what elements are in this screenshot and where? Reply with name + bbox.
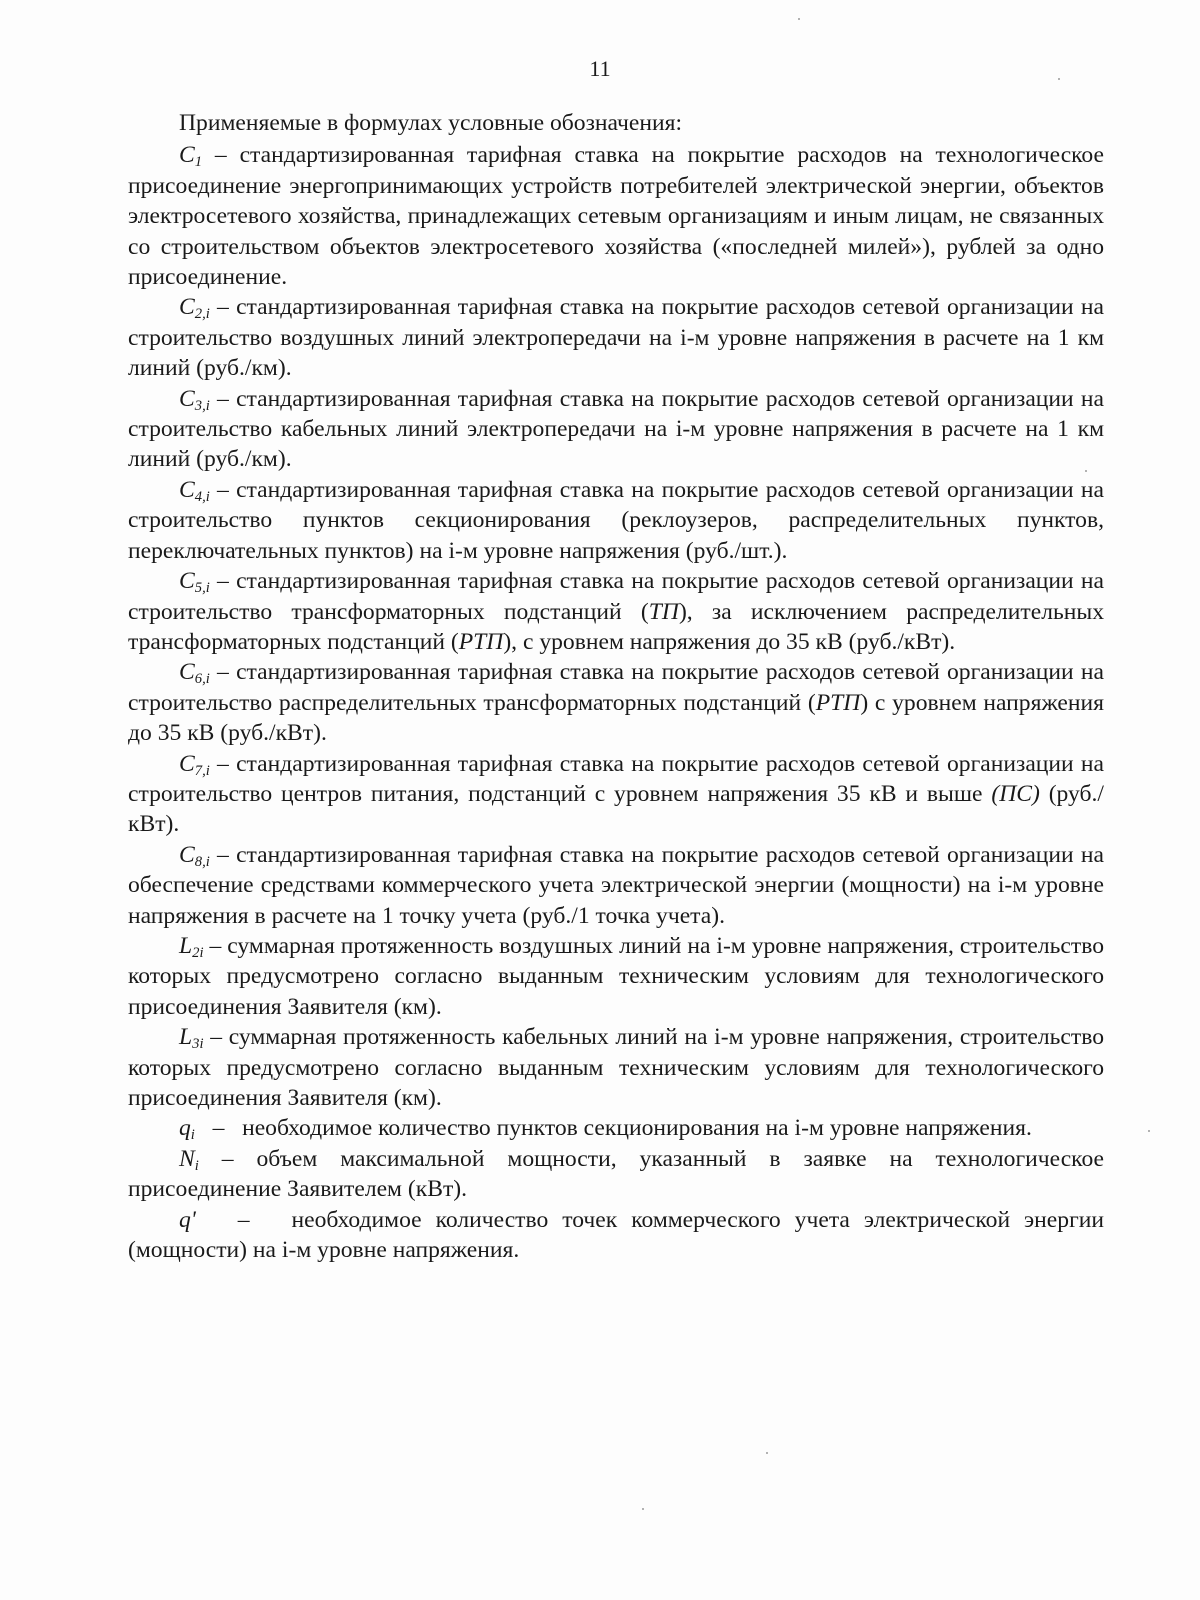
definition-dash: – xyxy=(209,476,237,503)
formula-symbol xyxy=(179,1115,195,1144)
symbol-base: C xyxy=(179,659,195,686)
definition-dash: – xyxy=(209,385,237,412)
symbol-base: C xyxy=(179,142,195,169)
symbol-base: C xyxy=(179,385,195,412)
formula-symbol xyxy=(179,386,210,412)
symbol-base: C xyxy=(179,476,195,503)
symbol-subscript: i xyxy=(194,1157,199,1174)
definition-dash: – xyxy=(202,142,240,169)
definition-dash: – xyxy=(198,1145,257,1172)
document-body xyxy=(128,108,1104,1265)
definition-paragraph xyxy=(128,840,1104,931)
definition-italic-abbrev: РТП xyxy=(458,628,504,655)
definition-text: ) с уровнем напряжения до 35 кВ (руб./кВт). xyxy=(128,689,1105,747)
symbol-base: q xyxy=(179,1115,191,1142)
definition-text: (руб./кВт). xyxy=(128,780,1104,838)
definition-text: стандартизированная тарифная ставка на покрытие расходов сетевой организации на строительство трансформаторных подстанций ( xyxy=(128,568,1105,625)
definition-paragraph xyxy=(128,566,1104,657)
scan-speck xyxy=(1085,470,1087,472)
definition-text: стандартизированная тарифная ставка на покрытие расходов сетевой организации на строительство центров питания, подстанций с уровнем напряжения 35 кВ и выше xyxy=(128,750,1105,807)
definition-dash: – xyxy=(209,294,237,321)
definition-paragraph xyxy=(128,1144,1104,1205)
symbol-base: q' xyxy=(179,1206,196,1233)
symbol-base: C xyxy=(179,750,195,777)
definition-italic-abbrev: РТП xyxy=(815,689,861,716)
scan-speck xyxy=(798,18,800,20)
symbol-subscript: 2i xyxy=(192,945,204,962)
definition-paragraph xyxy=(128,931,1104,1022)
formula-symbol xyxy=(179,142,203,171)
formula-symbol xyxy=(179,842,210,868)
symbol-base: C xyxy=(179,294,195,321)
formula-symbol xyxy=(179,932,204,962)
page-number: 11 xyxy=(589,56,611,81)
symbol-subscript: 8,i xyxy=(194,853,210,870)
symbol-subscript: 1 xyxy=(194,154,203,171)
symbol-base: L xyxy=(179,1024,193,1051)
definition-italic-abbrev: (ПС) xyxy=(991,780,1040,807)
symbol-base: N xyxy=(179,1145,195,1172)
scan-speck xyxy=(766,1452,768,1454)
definition-text: стандартизированная тарифная ставка на покрытие расходов на технологическое присоединение энергопринимающих устройств потребителей электрической энергии, объектов электросетевого хозяйства, принадлежащих сетевым организациям и иным лицам, не связанных со строительством объектов электросетевого хозяйства («последней милей»), рублей за одно присоединение. xyxy=(128,142,1104,291)
definition-text: необходимое количество точек коммерческого учета электрической энергии (мощности) на i-м уровне напряжения. xyxy=(128,1206,1104,1264)
definition-paragraph xyxy=(128,384,1104,475)
formula-symbol xyxy=(179,1146,199,1172)
definition-dash: – xyxy=(203,932,228,959)
symbol-subscript: 4,i xyxy=(194,488,210,505)
definition-paragraph xyxy=(128,1205,1104,1266)
definition-text: стандартизированная тарифная ставка на покрытие расходов сетевой организации на обеспечение средствами коммерческого учета электрической энергии (мощности) на i-м уровне напряжения в расчете на 1 точку учета (руб./1 точка учета). xyxy=(128,841,1105,929)
definition-text: стандартизированная тарифная ставка на покрытие расходов сетевой организации на строительство воздушных линий электропередачи на i-м уровне напряжения в расчете на 1 км линий (руб./км). xyxy=(128,294,1105,382)
definition-dash: – xyxy=(209,659,237,686)
definition-dash: – xyxy=(194,1115,243,1142)
intro-paragraph: Применяемые в формулах условные обозначения: xyxy=(179,110,683,136)
definition-text: стандартизированная тарифная ставка на покрытие расходов сетевой организации на строительство пунктов секционирования (реклоузеров, распределительных пунктов, переключательных пунктов) на i-м уровне напряжения (руб./шт.). xyxy=(128,476,1105,564)
formula-symbol xyxy=(179,294,210,323)
formula-symbol xyxy=(179,477,210,503)
definition-dash: – xyxy=(209,750,237,777)
scan-speck xyxy=(1058,78,1060,80)
definition-dash: – xyxy=(203,1024,229,1051)
symbol-base: C xyxy=(179,841,195,868)
definition-paragraph xyxy=(128,475,1104,566)
definition-text: стандартизированная тарифная ставка на покрытие расходов сетевой организации на строительство кабельных линий электропередачи на i-м уровне напряжения в расчете на 1 км линий (руб./км). xyxy=(128,385,1105,473)
symbol-subscript: 5,i xyxy=(194,580,210,597)
definition-dash: – xyxy=(209,841,237,868)
definitions-list xyxy=(128,140,1104,1265)
formula-symbol xyxy=(179,1207,196,1233)
definition-italic-abbrev: ТП xyxy=(648,598,679,625)
definition-paragraph xyxy=(128,1113,1104,1143)
definition-paragraph xyxy=(128,749,1104,840)
symbol-base: L xyxy=(179,932,193,959)
formula-symbol xyxy=(179,1024,204,1053)
definition-paragraph xyxy=(128,140,1104,292)
symbol-subscript: 7,i xyxy=(194,762,210,779)
formula-symbol xyxy=(179,568,210,597)
definition-paragraph xyxy=(128,657,1104,748)
formula-symbol xyxy=(179,659,210,688)
scan-speck xyxy=(1148,1130,1150,1132)
definition-text: суммарная протяженность воздушных линий на i-м уровне напряжения, строительство которых предусмотрено согласно выданным техническим условиям для технологического присоединения Заявителя (км). xyxy=(128,932,1104,1020)
definition-dash: – xyxy=(195,1206,292,1233)
definition-text: стандартизированная тарифная ставка на покрытие расходов сетевой организации на строительство распределительных трансформаторных подстанций ( xyxy=(128,659,1105,716)
symbol-subscript: 2,i xyxy=(194,306,210,323)
symbol-subscript: 3,i xyxy=(194,397,210,414)
symbol-subscript: 6,i xyxy=(194,671,210,688)
symbol-base: C xyxy=(179,568,195,595)
formula-symbol xyxy=(179,751,210,777)
definition-text: суммарная протяженность кабельных линий на i-м уровне напряжения, строительство которых предусмотрено согласно выданным техническим условиям для технологического присоединения Заявителя (км). xyxy=(128,1024,1104,1111)
definition-paragraph xyxy=(128,292,1104,383)
definition-paragraph xyxy=(128,1022,1104,1113)
definition-text: ), за исключением распределительных трансформаторных подстанций ( xyxy=(128,598,1104,655)
definition-dash: – xyxy=(209,568,237,595)
symbol-subscript: i xyxy=(190,1127,195,1144)
definition-text: необходимое количество пунктов секционирования на i-м уровне напряжения. xyxy=(242,1115,1032,1142)
symbol-subscript: 3i xyxy=(192,1036,204,1053)
definition-text: ), с уровнем напряжения до 35 кВ (руб./кВт). xyxy=(503,628,956,655)
scan-speck xyxy=(642,1508,644,1510)
definition-text: объем максимальной мощности, указанный в заявке на технологическое присоединение Заявителем (кВт). xyxy=(128,1145,1104,1203)
